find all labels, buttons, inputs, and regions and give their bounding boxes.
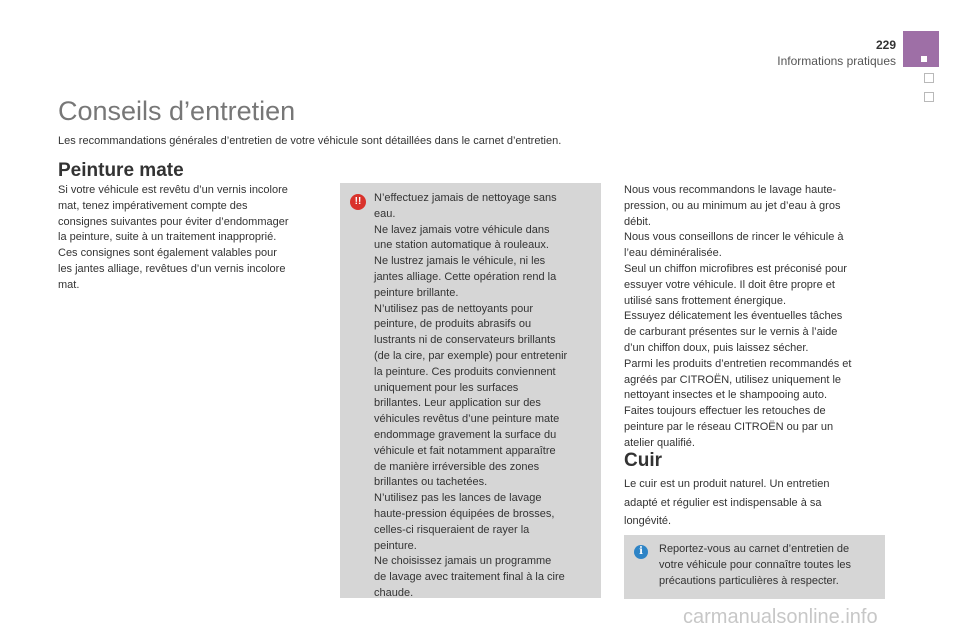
warning-text: N’effectuez jamais de nettoyage sans eau. Ne lavez jamais votre véhicule dans une station automatique à rouleaux. Ne lustrez jamais le véhicule, ni les jantes alliage. Cette opération rend la peinture brillante. N’utilisez pas de nettoyants pour peinture, de produits abrasifs ou lustrants ni de conservateurs brillants (de la cire, par exemple) pour entretenir la peinture. Ces produits conviennent uniquement pour les surfaces brillantes. Leur application sur des véhicules revêtus d’une peinture mate endommage gravement la surface du véhicule et fait notamment apparaître de manière irréversible des zones brillantes ou tachetées. N’utilisez pas les lances de lavage haute-pression équipées de brosses, celles-ci risqueraient de rayer la peinture. Ne choisissez jamais un programme de lavage avec traitement final à la cire chaude. [374,192,568,599]
chapter-tab-empty-1 [924,73,934,83]
cuir-text: Le cuir est un produit naturel. Un entretien adapté et régulier est indispensable à sa longévité. [624,478,830,527]
page-number: 229 [875,38,896,52]
chapter-tab-empty-2 [924,92,934,102]
info-icon [634,545,648,559]
peinture-text: Si votre véhicule est revêtu d’un vernis incolore mat, tenez impérativement compte des consignes suivantes pour éviter d’endommager la peinture, suite à un traitement inapproprié. Ces consignes sont également valables pour les jantes alliage, revêtues d’un vernis incolore mat. [58,184,289,291]
peinture-heading: Peinture mate [58,160,184,181]
intro-text: Les recommandations générales d’entretien de votre véhicule sont détaillées dans le carnet d’entretien. [58,135,562,147]
chapter-tab-marker [921,56,927,62]
section-name: Informations pratiques [777,54,896,68]
watermark: carmanualsonline.info [683,606,878,628]
page-title: Conseils d’entretien [58,96,296,126]
warning-icon [350,194,366,210]
peinture-advice-text: Nous vous recommandons le lavage haute- pression, ou au minimum au jet d’eau à gros débit. Nous vous conseillons de rincer le véhicule à l’eau déminéralisée. Seul un chiffon microfibres est préconisé pour essuyer votre véhicule. Il doit être propre et utilisé sans frottement énergique. Essuyez délicatement les éventuelles tâches de carburant présentes sur le vernis à l’aide d’un chiffon doux, puis laissez sécher. Parmi les produits d’entretien recommandés et agréés par CITROËN, utilisez uniquement le nettoyant insectes et le shampooing auto. Faites toujours effectuer les retouches de peinture par le réseau CITROËN ou par un atelier qualifié. [624,184,852,449]
cuir-heading: Cuir [624,450,662,471]
info-text: Reportez-vous au carnet d’entretien de votre véhicule pour connaître toutes les précautions particulières à respecter. [659,543,852,587]
